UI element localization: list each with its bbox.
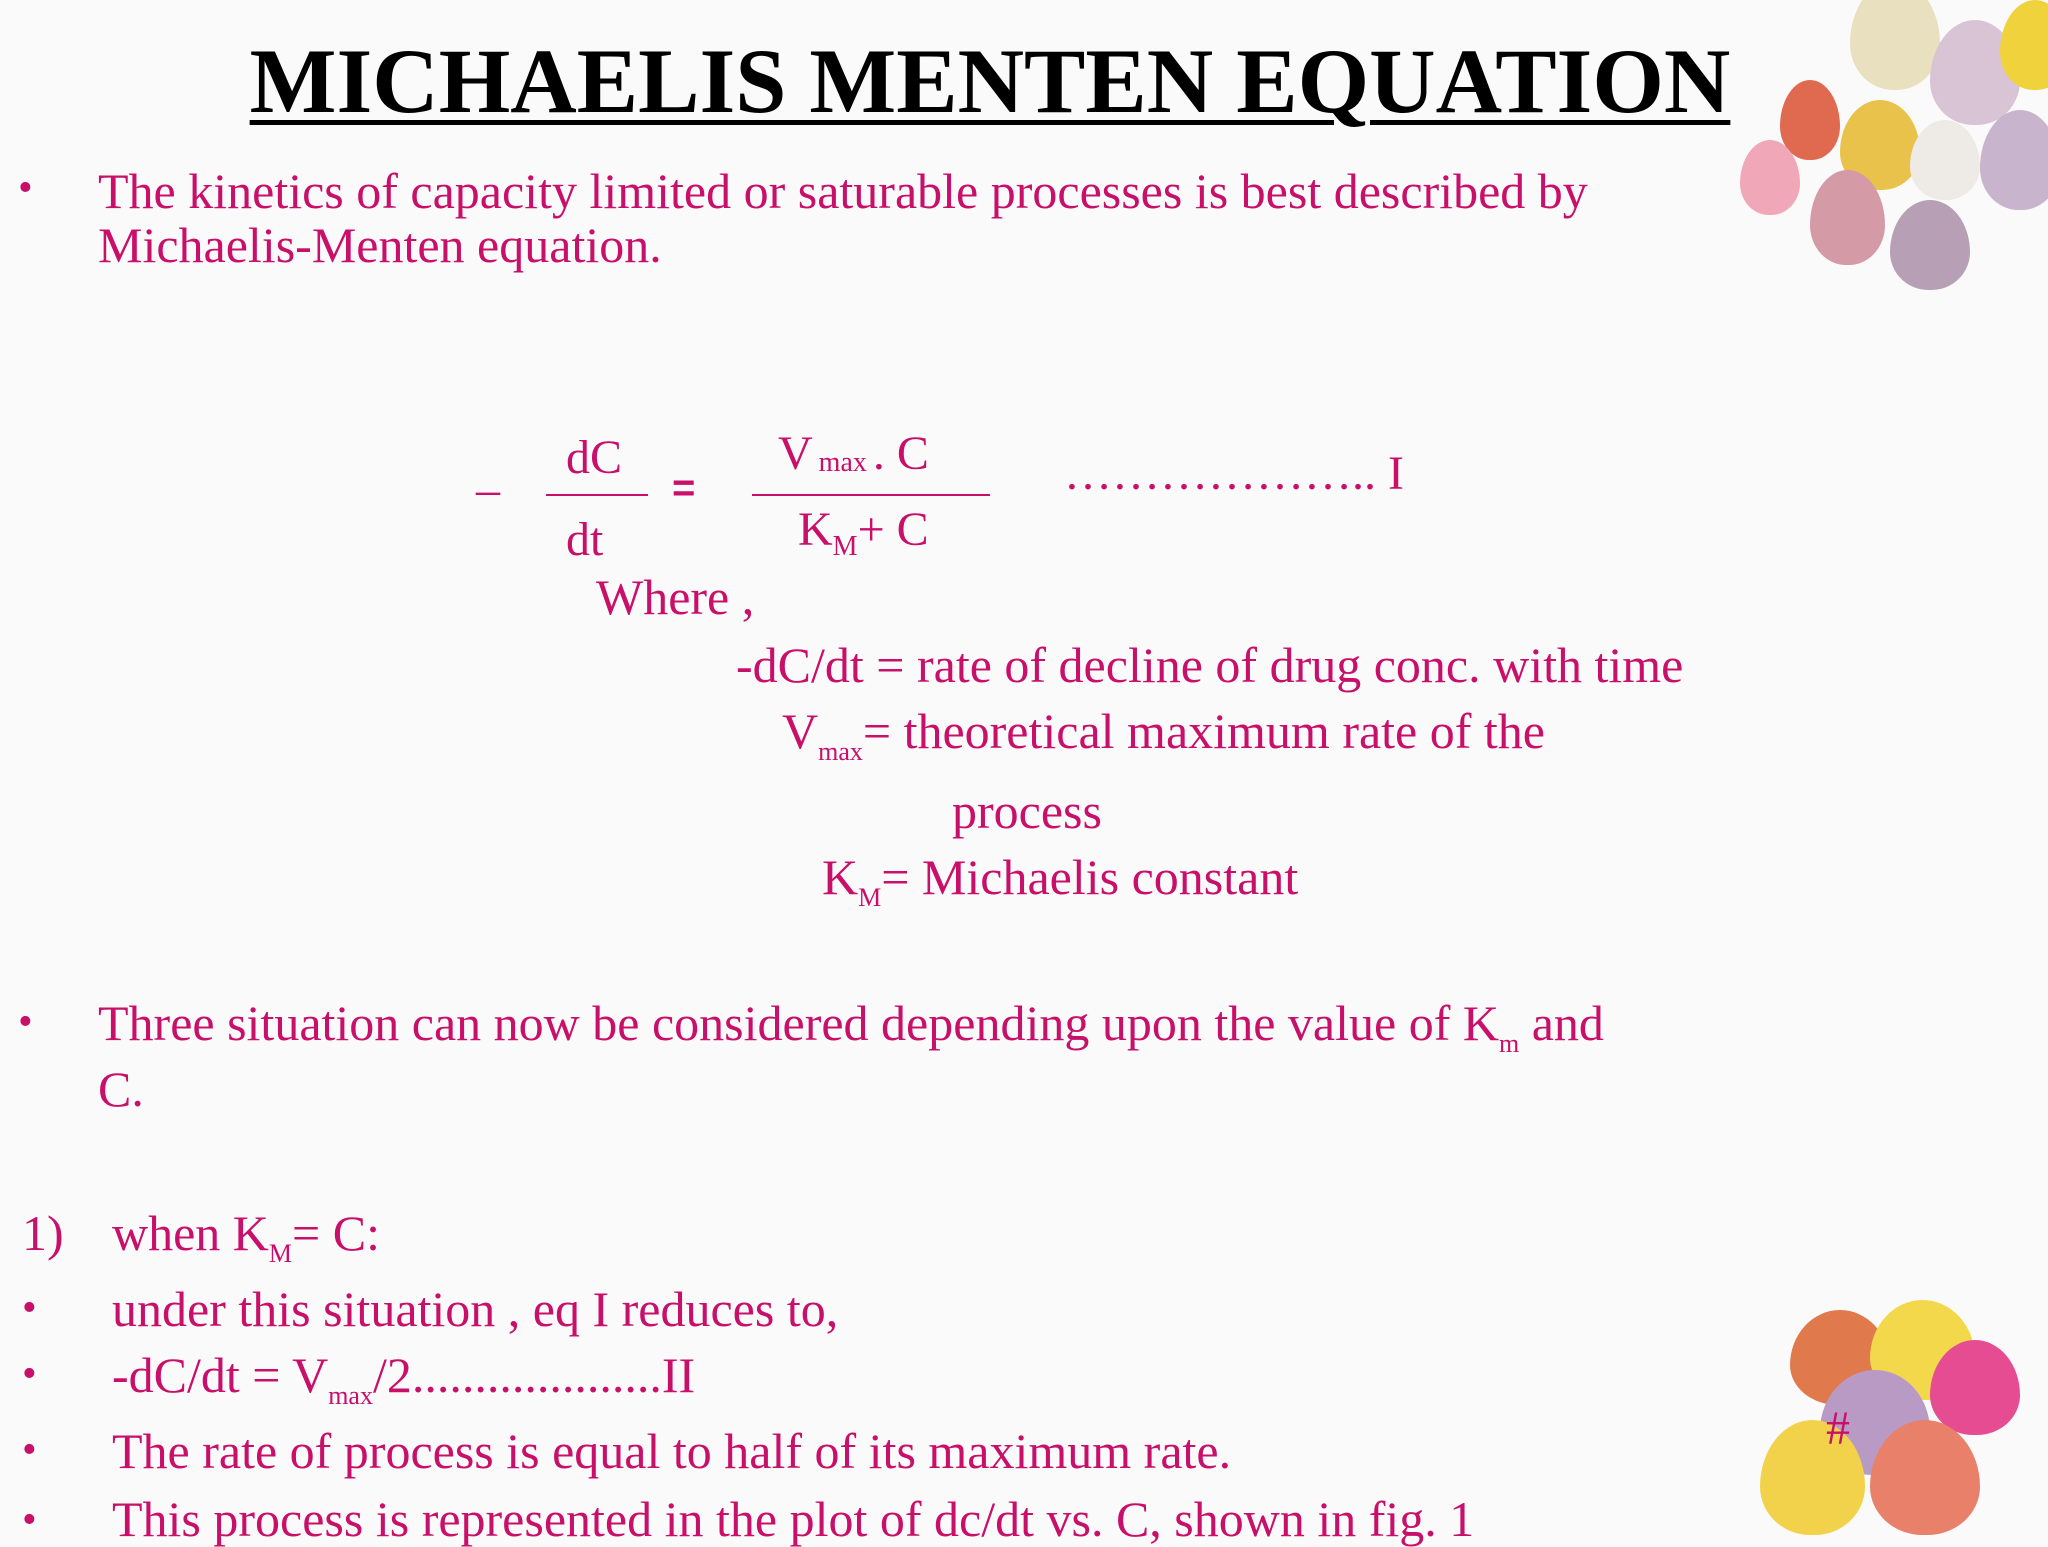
eq2-left: -dC/dt = V (112, 1347, 329, 1403)
slide-title: MICHAELIS MENTEN EQUATION (249, 30, 1731, 132)
three-situation-and: and (1519, 995, 1604, 1051)
definition-vmax-cont: process (952, 783, 1102, 839)
egg (1980, 110, 2048, 210)
equation-minus: – (476, 463, 500, 516)
def-km-text: = Michaelis constant (881, 849, 1299, 905)
case-bullet-1: under this situation , eq I reduces to, (112, 1281, 839, 1337)
fraction-bar-left (546, 494, 648, 496)
equation-denominator-right (798, 502, 929, 562)
def-k: K (822, 849, 859, 905)
slide-number: # (1826, 1402, 1850, 1455)
bullet-symbol: • (22, 1285, 37, 1331)
case-bullet-3: The rate of process is equal to half of its maximum rate. (112, 1423, 1232, 1479)
def-vmax-text: = theoretical maximum rate of the (862, 703, 1545, 759)
equation-v: V (778, 427, 813, 480)
fraction-bar-right (752, 494, 990, 496)
three-situation-line-2: C. (98, 1061, 144, 1117)
equation-v-sub: max (818, 447, 867, 478)
equation-equals: = (672, 466, 696, 510)
def-k-sub: M (858, 883, 882, 912)
def-v-sub: max (818, 737, 863, 766)
equation-den-rest: + C (857, 503, 929, 556)
equation-dc: dC (566, 431, 623, 484)
equation-numerator-right (778, 426, 929, 481)
decorative-eggs-bottom (1760, 1280, 2048, 1536)
bullet-symbol: • (18, 165, 33, 211)
case-when: when K (112, 1205, 269, 1261)
case-number: 1) (22, 1205, 64, 1261)
case-1-heading (112, 1206, 380, 1269)
egg (1930, 1340, 2020, 1435)
case-bullet-4: This process is represented in the plot of dc/dt vs. C, shown in fig. 1 (112, 1491, 1475, 1547)
egg (1890, 200, 1970, 290)
bullet-symbol: • (18, 999, 33, 1045)
equation-num-rest: . C (872, 427, 929, 480)
case-bullet-2 (112, 1348, 695, 1411)
bullet-symbol: • (22, 1351, 37, 1397)
three-situation-line-1 (98, 996, 1604, 1059)
eq2-sub: max (328, 1381, 373, 1410)
definition-km (822, 850, 1298, 913)
def-v: V (782, 703, 819, 759)
intro-line-2: Michaelis-Menten equation. (98, 217, 662, 273)
where-heading: Where , (596, 569, 755, 625)
definition-rate: -dC/dt = rate of decline of drug conc. with time (736, 637, 1684, 693)
three-situation-text: Three situation can now be considered depending upon the value of K (98, 995, 1499, 1051)
equation-k-sub: M (832, 531, 858, 562)
intro-line-1: The kinetics of capacity limited or saturable processes is best described by (98, 163, 1588, 219)
case-k-sub: M (268, 1239, 293, 1268)
eq2-right: /2....................II (372, 1347, 696, 1403)
equation-k: K (798, 503, 833, 556)
egg (2000, 0, 2048, 90)
bullet-symbol: • (22, 1497, 37, 1543)
definition-vmax (782, 704, 1545, 767)
equation-dt: dt (566, 513, 604, 566)
km-sub: m (1498, 1029, 1520, 1058)
case-equals-c: = C: (292, 1205, 380, 1261)
bullet-symbol: • (22, 1427, 37, 1473)
egg (1870, 1420, 1980, 1535)
equation-label: ……………….. I (1064, 447, 1404, 500)
